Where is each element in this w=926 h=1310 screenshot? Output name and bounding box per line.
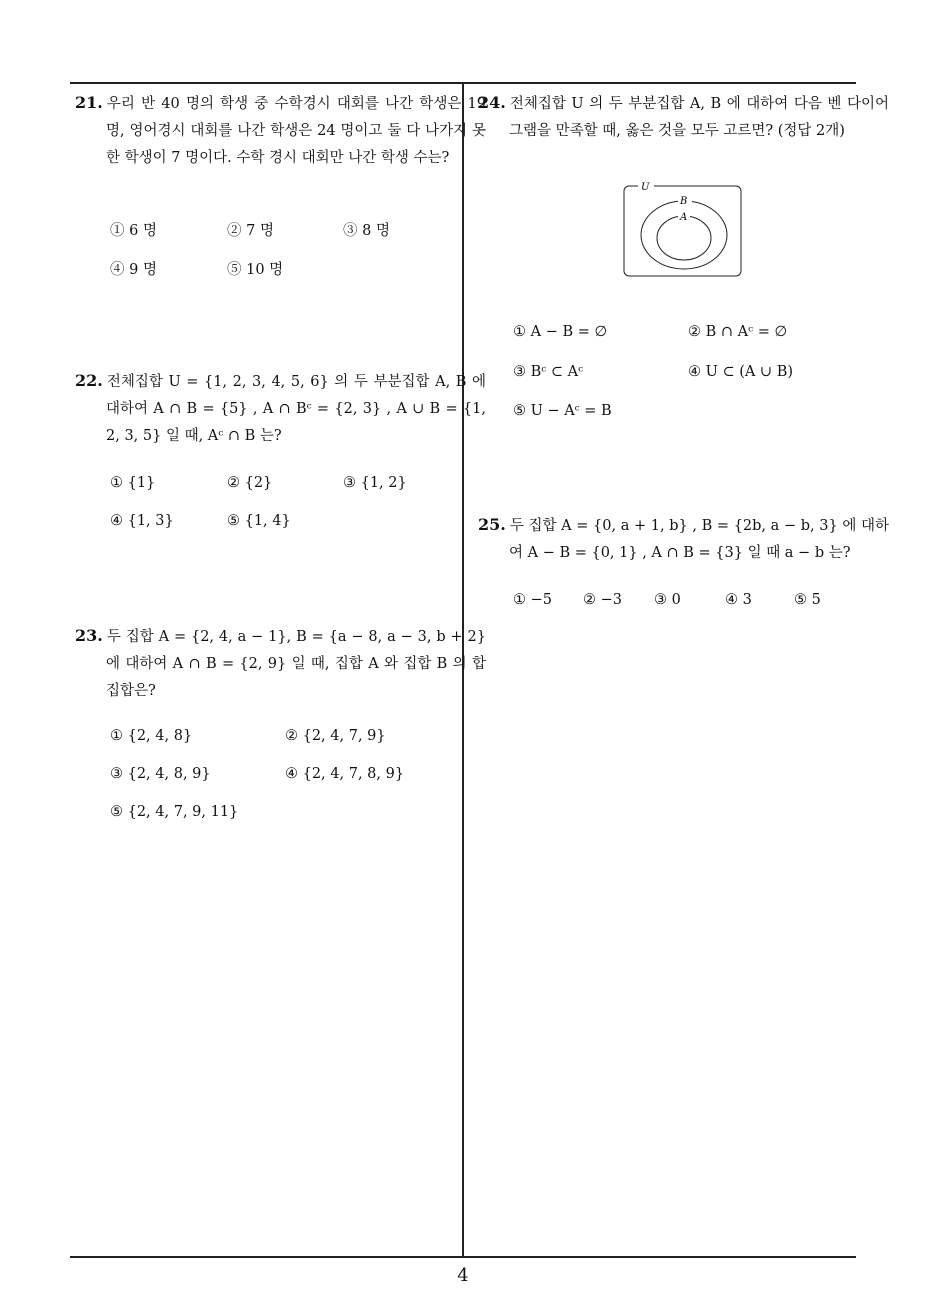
question-number: 25. xyxy=(478,515,506,534)
choice-4[interactable]: ④ {1, 3} xyxy=(110,513,174,529)
choice-5[interactable]: ⑤ {2, 4, 7, 9, 11} xyxy=(110,804,239,820)
choice-5[interactable]: ⑤ U − Aᶜ = B xyxy=(513,403,612,419)
question-22 xyxy=(75,367,486,450)
question-number: 23. xyxy=(75,626,103,645)
question-23 xyxy=(75,622,486,705)
choice-1[interactable]: ① {1} xyxy=(110,475,156,491)
choice-3[interactable]: ③ {2, 4, 8, 9} xyxy=(110,766,211,782)
choice-2[interactable]: ② −3 xyxy=(583,592,622,608)
choice-3[interactable]: ③ {1, 2} xyxy=(343,475,407,491)
page-number: 4 xyxy=(457,1265,469,1286)
question-25 xyxy=(478,511,889,567)
choice-3[interactable]: ③ 0 xyxy=(654,592,681,608)
choice-2[interactable]: ② {2, 4, 7, 9} xyxy=(285,728,386,744)
venn-label-a: A xyxy=(680,212,688,223)
question-text: 전체집합 U = {1, 2, 3, 4, 5, 6} 의 두 부분집합 A, B 에 대하여 A ∩ B = {5} , A ∩ Bᶜ = {2, 3} , A ∪ B = {1, 2, 3, 5} 일 때, Aᶜ ∩ B 는? xyxy=(106,374,486,444)
choice-4[interactable]: ④ {2, 4, 7, 8, 9} xyxy=(285,766,405,782)
question-number: 22. xyxy=(75,371,103,390)
choice-4[interactable]: ④ 3 xyxy=(725,592,752,608)
choice-5[interactable]: ⑤ {1, 4} xyxy=(227,513,291,529)
choice-1[interactable]: ① 6 명 xyxy=(110,223,157,239)
question-text: 두 집합 A = {0, a + 1, b} , B = {2b, a − b, 3} 에 대하여 A − B = {0, 1} , A ∩ B = {3} 일 때 a − b 는? xyxy=(509,518,889,561)
question-text: 전체집합 U 의 두 부분집합 A, B 에 대하여 다음 벤 다이어그램을 만족할 때, 옳은 것을 모두 고르면? (정답 2개) xyxy=(509,96,889,139)
choice-1[interactable]: ① −5 xyxy=(513,592,552,608)
choice-5[interactable]: ⑤ 10 명 xyxy=(227,262,284,278)
venn-diagram xyxy=(618,180,748,280)
venn-label-u: U xyxy=(641,182,650,193)
choice-2[interactable]: ② 7 명 xyxy=(227,223,274,239)
choice-2[interactable]: ② {2} xyxy=(227,475,273,491)
question-text: 두 집합 A = {2, 4, a − 1}, B = {a − 8, a − 3, b + 2} 에 대하여 A ∩ B = {2, 9} 일 때, 집합 A 와 집합 B 의 합집합은? xyxy=(106,629,486,699)
question-text: 우리 반 40 명의 학생 중 수학경시 대회를 나간 학생은 19 명, 영어경시 대회를 나간 학생은 24 명이고 둘 다 나가지 못한 학생이 7 명이다. 수학 경시 대회만 나간 학생 수는? xyxy=(106,96,486,166)
choice-2[interactable]: ② B ∩ Aᶜ = ∅ xyxy=(688,324,788,340)
choice-4[interactable]: ④ 9 명 xyxy=(110,262,157,278)
choice-1[interactable]: ① A − B = ∅ xyxy=(513,324,608,340)
choice-5[interactable]: ⑤ 5 xyxy=(794,592,821,608)
question-number: 24. xyxy=(478,93,506,112)
choice-3[interactable]: ③ 8 명 xyxy=(343,223,390,239)
bottom-rule xyxy=(70,1256,856,1258)
choice-1[interactable]: ① {2, 4, 8} xyxy=(110,728,193,744)
question-21 xyxy=(75,89,486,172)
choice-3[interactable]: ③ Bᶜ ⊂ Aᶜ xyxy=(513,364,584,380)
venn-label-b: B xyxy=(680,196,688,207)
question-number: 21. xyxy=(75,93,103,112)
choice-4[interactable]: ④ U ⊂ (A ∪ B) xyxy=(688,364,794,380)
question-24 xyxy=(478,89,889,145)
